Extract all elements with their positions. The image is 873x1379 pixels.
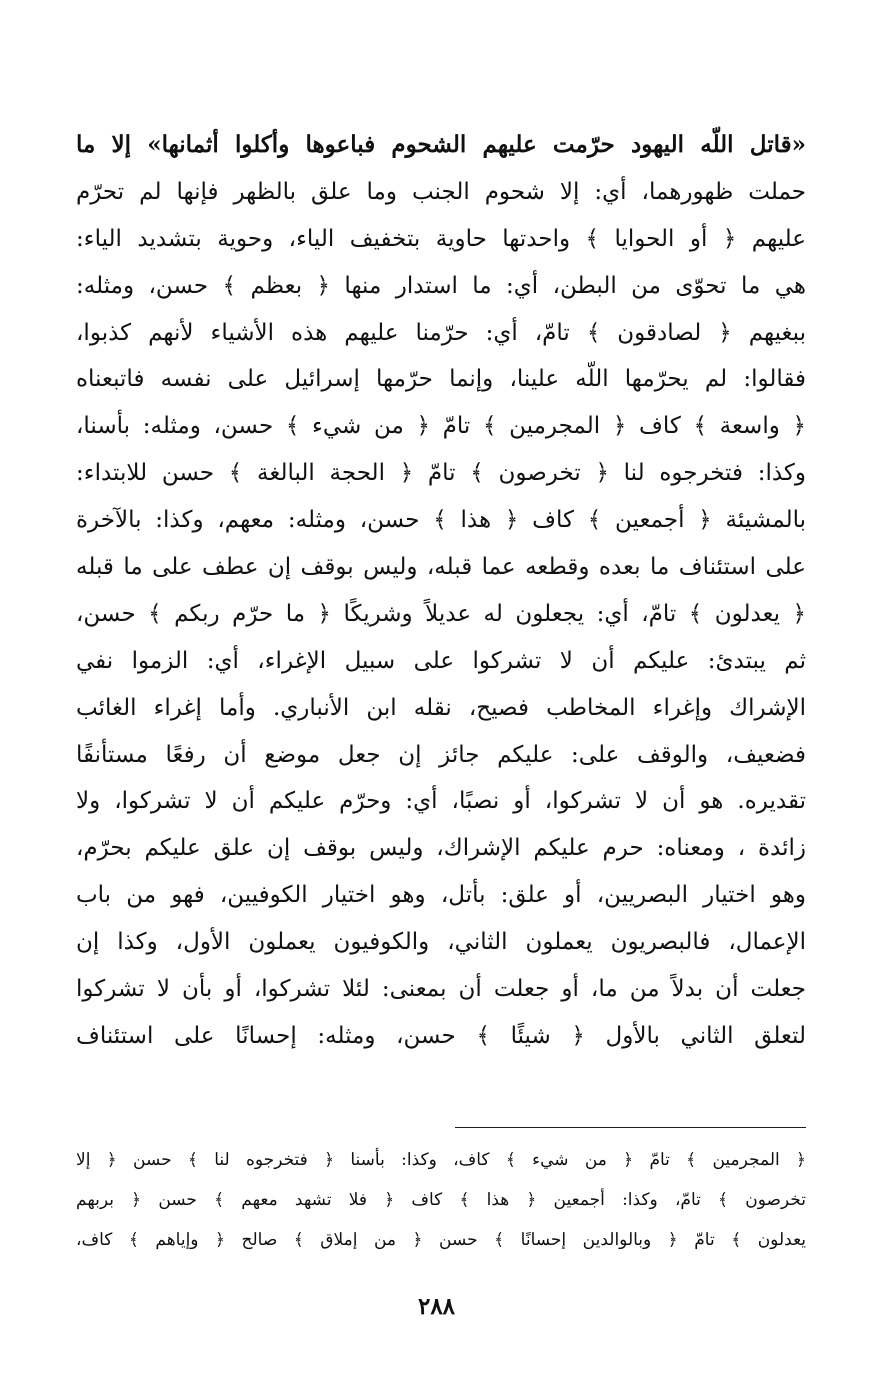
text-line: وكذا: فتخرجوه لنا ﴿ تخرصون ﴾ تامّ ﴿ الحجة البالغة ﴾ حسن للابتداء: (76, 460, 806, 487)
page-number: ٢٨٨ (417, 1293, 456, 1320)
footnote-line: ﴿ المجرمين ﴾ تامّ ﴿ من شيء ﴾ كاف، وكذا: بأسنا ﴿ فتخرجوه لنا ﴾ حسن ﴿ إلا (76, 1150, 806, 1170)
text-line: هي ما تحوّى من البطن، أي: ما استدار منها ﴿ بعظم ﴾ حسن، ومثله: (76, 272, 806, 299)
text-line: لتعلق الثاني بالأول ﴿ شيئًا ﴾ حسن، ومثله: إحسانًا على استئناف (76, 1022, 806, 1049)
text-line: ببغيهم ﴿ لصادقون ﴾ تامّ، أي: حرّمنا عليهم هذه الأشياء لأنهم كذبوا، (76, 319, 806, 346)
text-line: «قاتل اللّه اليهود حرّمت عليهم الشحوم فباعوها وأكلوا أثمانها» إلا ما (76, 131, 806, 158)
text-line: تقديره. هو أن لا تشركوا، أو نصبًا، أي: وحرّم عليكم أن لا تشركوا، ولا (76, 788, 806, 815)
text-line: وهو اختيار البصريين، أو علق: بأتل، وهو اختيار الكوفيين، فهو من باب (76, 882, 806, 909)
text-line: ثم يبتدئ: عليكم أن لا تشركوا على سبيل الإغراء، أي: الزموا نفي (76, 647, 806, 674)
text-line: الإشراك وإغراء المخاطب فصيح، نقله ابن الأنباري. وأما إغراء الغائب (76, 694, 806, 721)
footnote-divider (455, 1127, 806, 1128)
text-line: على استئناف ما بعده وقطعه عما قبله، وليس بوقف إن عطف على ما قبله (76, 554, 806, 581)
text-line: زائدة ، ومعناه: حرم عليكم الإشراك، وليس بوقف إن علق عليكم بحرّم، (76, 835, 806, 862)
main-text-block (76, 122, 806, 1060)
text-line: ﴿ واسعة ﴾ كاف ﴿ المجرمين ﴾ تامّ ﴿ من شيء ﴾ حسن، ومثله: بأسنا، (76, 413, 806, 440)
text-line: حملت ظهورهما، أي: إلا شحوم الجنب وما علق بالظهر فإنها لم تحرّم (76, 178, 806, 205)
footnote-line: تخرصون ﴾ تامّ، وكذا: أجمعين ﴿ هذا ﴾ كاف ﴿ فلا تشهد معهم ﴾ حسن ﴿ بربهم (76, 1190, 806, 1210)
text-line: الإعمال، فالبصريون يعملون الثاني، والكوفيون يعملون الأول، وكذا إن (76, 929, 806, 956)
text-line: ﴿ يعدلون ﴾ تامّ، أي: يجعلون له عديلاً وشريكًا ﴿ ما حرّم ربكم ﴾ حسن، (76, 600, 806, 627)
text-line: فضعيف، والوقف على: عليكم جائز إن جعل موضع أن رفعًا مستأنفًا (76, 741, 806, 768)
text-line: فقالوا: لم يحرّمها اللّه علينا، وإنما حرّمها إسرائيل على نفسه فاتبعناه (76, 366, 806, 393)
text-line: جعلت أن بدلاً من ما، أو جعلت أن بمعنى: لئلا تشركوا، أو بأن لا تشركوا (76, 976, 806, 1003)
footnote-line: يعدلون ﴾ تامّ ﴿ وبالوالدين إحسانًا ﴾ حسن ﴿ من إملاق ﴾ صالح ﴿ وإياهم ﴾ كاف، (76, 1230, 806, 1250)
footnotes-block (76, 1140, 806, 1260)
text-line: عليهم ﴿ أو الحوايا ﴾ واحدتها حاوية بتخفيف الياء، وحوية بتشديد الياء: (76, 225, 806, 252)
text-line: بالمشيئة ﴿ أجمعين ﴾ كاف ﴿ هذا ﴾ حسن، ومثله: معهم، وكذا: بالآخرة (76, 507, 806, 534)
